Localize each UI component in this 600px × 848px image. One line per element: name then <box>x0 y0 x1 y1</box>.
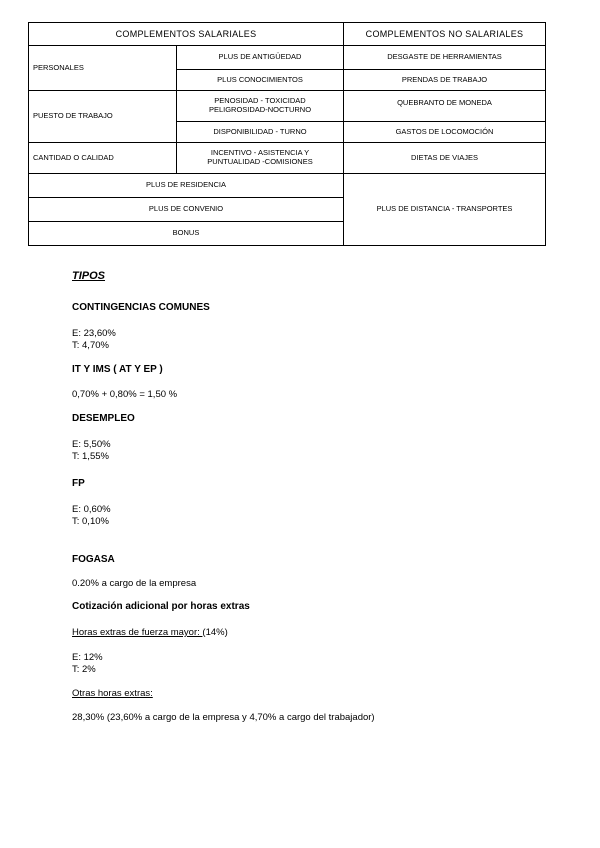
cell-bonus: BONUS <box>29 222 344 246</box>
desempleo-e: E: 5,50% <box>72 439 111 450</box>
fogasa-text: 0.20% a cargo de la empresa <box>72 578 197 589</box>
cell-locomocion: GASTOS DE LOCOMOCIÓN <box>344 122 546 143</box>
row-personales: PERSONALES <box>29 46 177 91</box>
tipos-title: TIPOS <box>72 270 106 282</box>
cell-disponibilidad: DISPONIBILIDAD - TURNO <box>177 122 344 143</box>
contingencias-title: CONTINGENCIAS COMUNES <box>72 302 210 313</box>
cell-penosidad <box>177 91 344 122</box>
cell-quebranto: QUEBRANTO DE MONEDA <box>344 91 546 122</box>
incentivo-line-1: INCENTIVO - ASISTENCIA Y <box>210 148 310 158</box>
contingencias-e: E: 23,60% <box>72 328 116 339</box>
it-ims-title: IT Y IMS ( AT Y EP ) <box>72 364 163 375</box>
fuerza-mayor-value: (14%) <box>202 627 228 638</box>
otras-horas-text: 28,30% (23,60% a cargo de la empresa y 4,70% a cargo del trabajador) <box>72 712 375 723</box>
penosidad-line-2: PELIGROSIDAD-NOCTURNO <box>208 105 312 114</box>
cell-plus-conocimientos: PLUS CONOCIMIENTOS <box>177 70 344 91</box>
complementos-table <box>28 22 546 246</box>
contingencias-t: T: 4,70% <box>72 340 109 351</box>
horas-extras-e: E: 12% <box>72 652 103 663</box>
header-no-salariales: COMPLEMENTOS NO SALARIALES <box>344 23 546 46</box>
fp-title: FP <box>72 478 85 489</box>
fp-e: E: 0,60% <box>72 504 111 515</box>
row-puesto: PUESTO DE TRABAJO <box>29 91 177 143</box>
cell-prendas: PRENDAS DE TRABAJO <box>344 70 546 91</box>
incentivo-line-2: PUNTUALIDAD -COMISIONES <box>207 157 313 166</box>
cell-plus-antiguedad: PLUS DE ANTIGÜEDAD <box>177 46 344 70</box>
desempleo-title: DESEMPLEO <box>72 413 135 424</box>
horas-extras-title: Cotización adicional por horas extras <box>72 601 250 612</box>
fuerza-mayor-label: Horas extras de fuerza mayor: <box>72 627 203 638</box>
fuerza-mayor-line <box>72 627 228 639</box>
fp-t: T: 0,10% <box>72 516 109 527</box>
cell-residencia: PLUS DE RESIDENCIA <box>29 174 344 198</box>
otras-horas-label: Otras horas extras: <box>72 688 153 699</box>
cell-convenio: PLUS DE CONVENIO <box>29 198 344 222</box>
cell-distancia: PLUS DE DISTANCIA - TRANSPORTES <box>344 174 546 246</box>
penosidad-line-1: PENOSIDAD - TOXICIDAD <box>214 96 306 106</box>
cell-desgaste: DESGASTE DE HERRAMIENTAS <box>344 46 546 70</box>
row-cantidad: CANTIDAD O CALIDAD <box>29 143 177 174</box>
fogasa-title: FOGASA <box>72 554 115 565</box>
cell-incentivo <box>177 143 344 174</box>
header-salariales: COMPLEMENTOS SALARIALES <box>29 23 344 46</box>
cell-dietas: DIETAS DE VIAJES <box>344 143 546 174</box>
it-ims-formula: 0,70% + 0,80% = 1,50 % <box>72 389 178 400</box>
horas-extras-t: T: 2% <box>72 664 96 675</box>
desempleo-t: T: 1,55% <box>72 451 109 462</box>
